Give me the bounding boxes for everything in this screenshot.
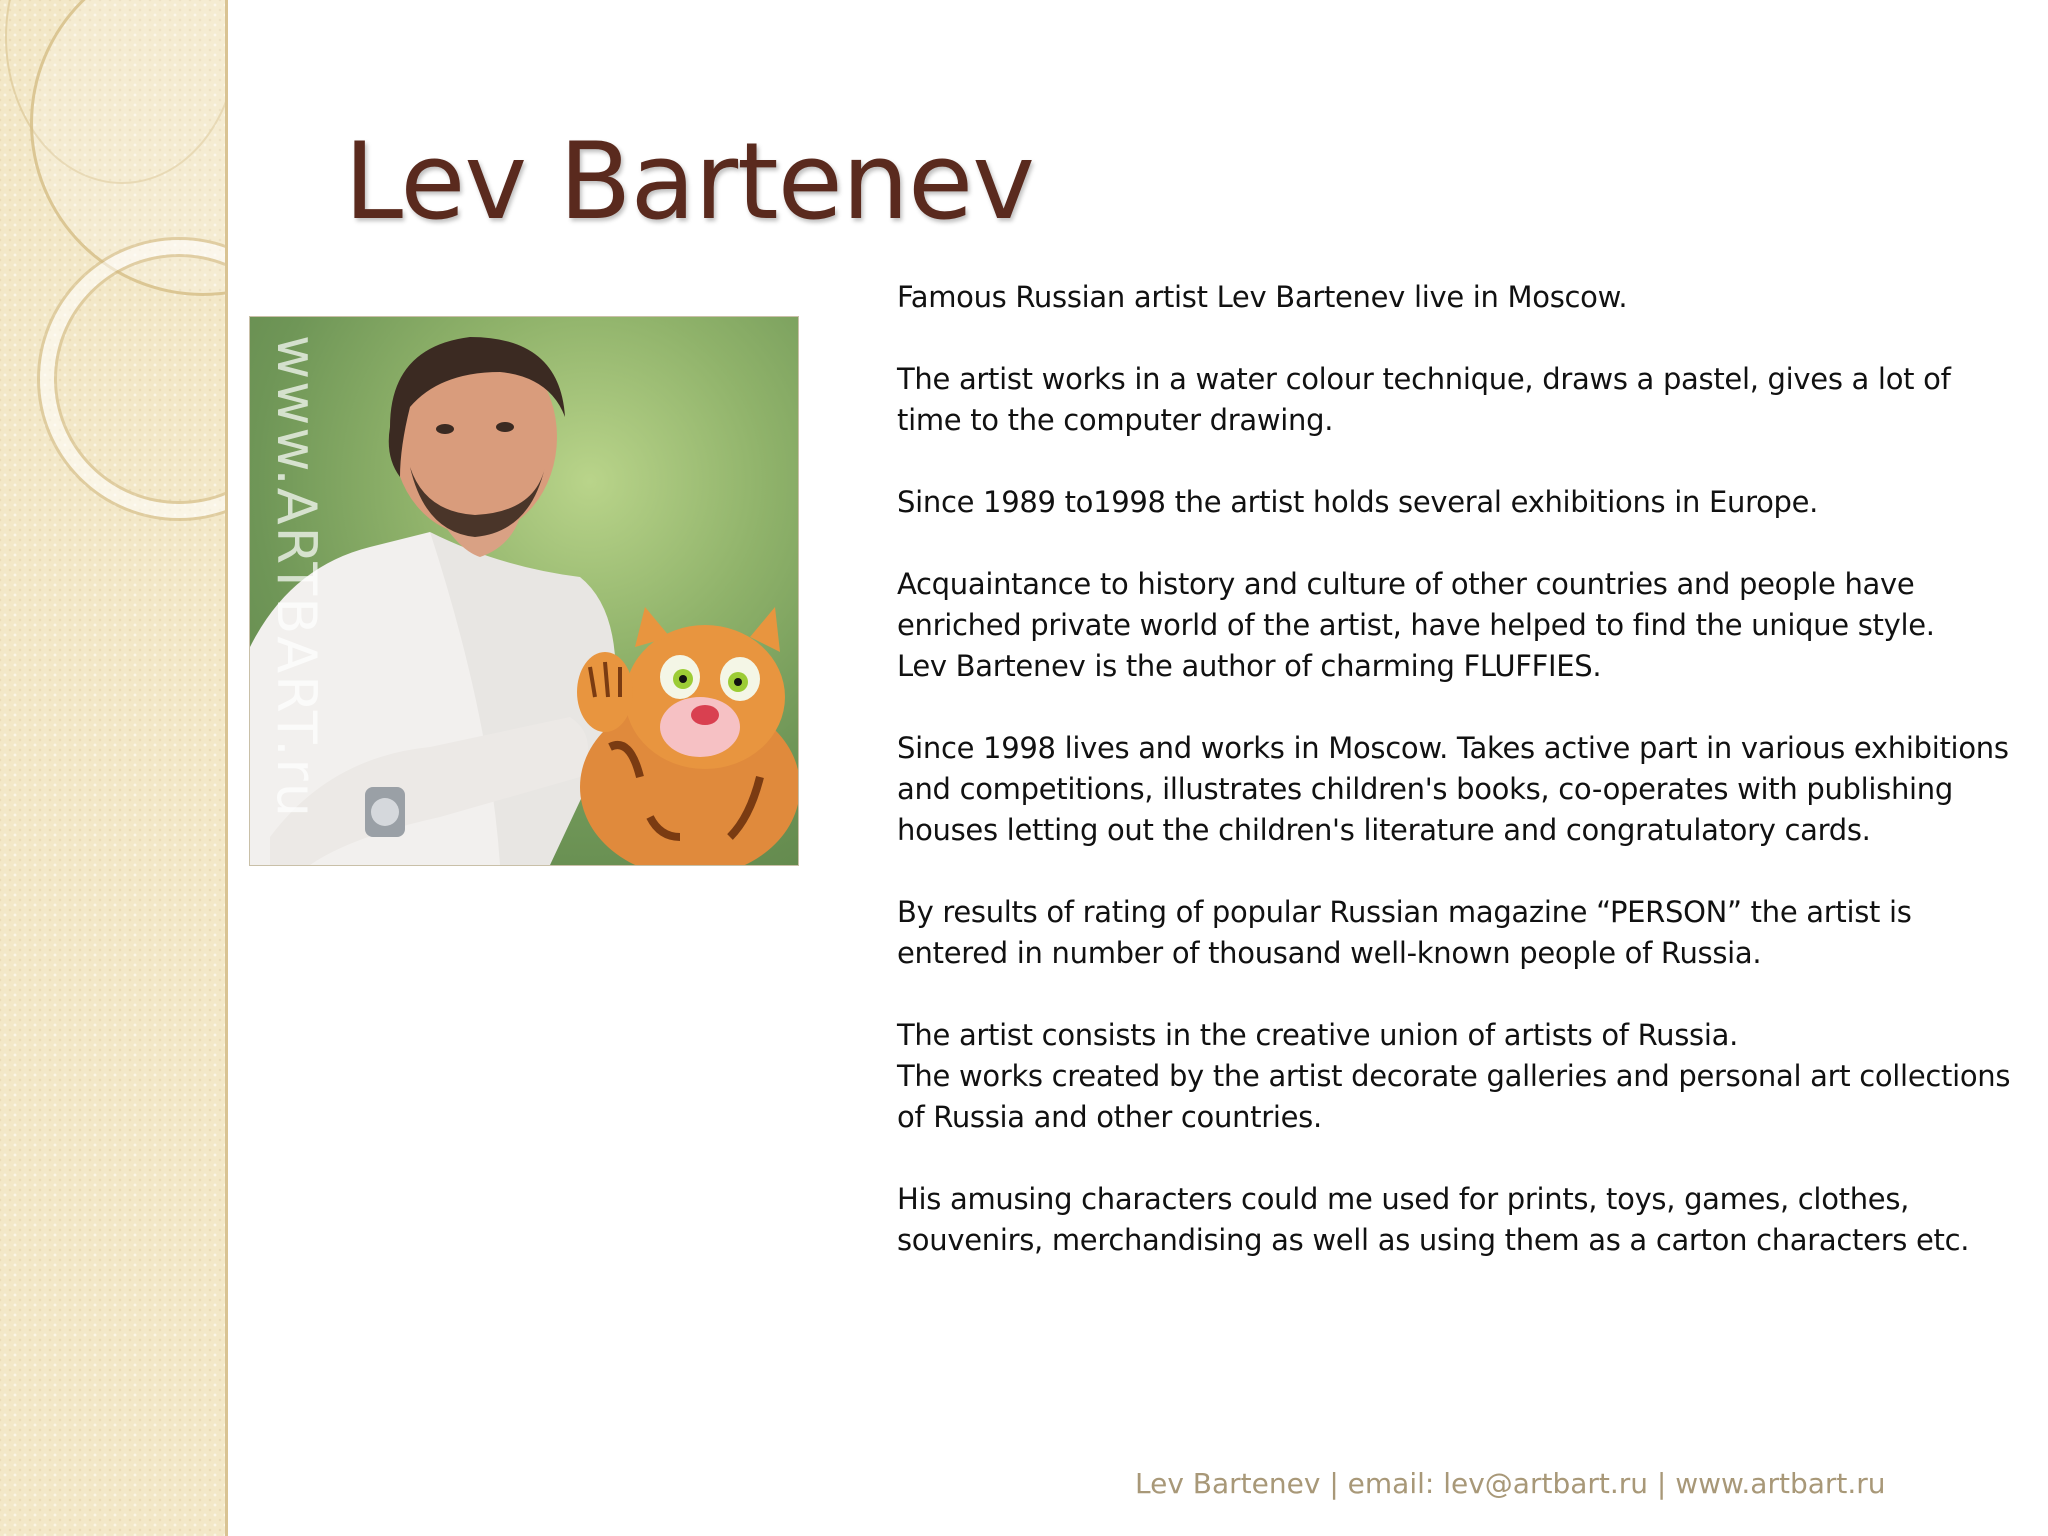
paragraph-line: souvenirs, merchandising as well as using them as a carton characters etc.: [897, 1223, 1970, 1257]
paragraph: [897, 277, 2022, 318]
artist-photo: [249, 316, 799, 866]
paragraph: [897, 359, 2022, 441]
paragraph-line: time to the computer drawing.: [897, 403, 1334, 437]
paragraph-line: Since 1998 lives and works in Moscow. Takes active part in various exhibitions: [897, 731, 2009, 765]
paragraph: [897, 564, 2022, 687]
paragraph-line: of Russia and other countries.: [897, 1100, 1322, 1134]
decorative-ring: [40, 240, 228, 518]
slide-title: Lev Bartenev: [344, 120, 1034, 243]
paragraph-line: His amusing characters could me used for prints, toys, games, clothes,: [897, 1182, 1910, 1216]
paragraph-line: The artist consists in the creative union of artists of Russia.: [897, 1018, 1738, 1052]
paragraph-line: and competitions, illustrates children's books, co-operates with publishing: [897, 772, 1953, 806]
paragraph-line: Famous Russian artist Lev Bartenev live in Moscow.: [897, 280, 1628, 314]
paragraph-line: Lev Bartenev is the author of charming FLUFFIES.: [897, 649, 1602, 683]
slide-footer: Lev Bartenev | email: lev@artbart.ru | www.artbart.ru: [1135, 1467, 1886, 1500]
paragraph: [897, 1179, 2022, 1261]
paragraph-line: The artist works in a water colour technique, draws a pastel, gives a lot of: [897, 362, 1951, 396]
paragraph: [897, 482, 2022, 523]
paragraph-line: enriched private world of the artist, have helped to find the unique style.: [897, 608, 1935, 642]
paragraph-line: The works created by the artist decorate galleries and personal art collections: [897, 1059, 2011, 1093]
paragraph-line: By results of rating of popular Russian magazine “PERSON” the artist is: [897, 895, 1912, 929]
artist-portrait-illustration: [250, 317, 798, 865]
biography-text: [897, 277, 2022, 1302]
photo-watermark: www.ARTBART.ru: [265, 335, 328, 819]
paragraph-line: entered in number of thousand well-known people of Russia.: [897, 936, 1762, 970]
paragraph-line: houses letting out the children's literature and congratulatory cards.: [897, 813, 1871, 847]
paragraph-line: Acquaintance to history and culture of other countries and people have: [897, 567, 1915, 601]
decorative-side-band: [0, 0, 228, 1536]
paragraph: [897, 728, 2022, 851]
paragraph: [897, 892, 2022, 974]
paragraph-line: Since 1989 to1998 the artist holds several exhibitions in Europe.: [897, 485, 1819, 519]
paragraph: [897, 1015, 2022, 1138]
